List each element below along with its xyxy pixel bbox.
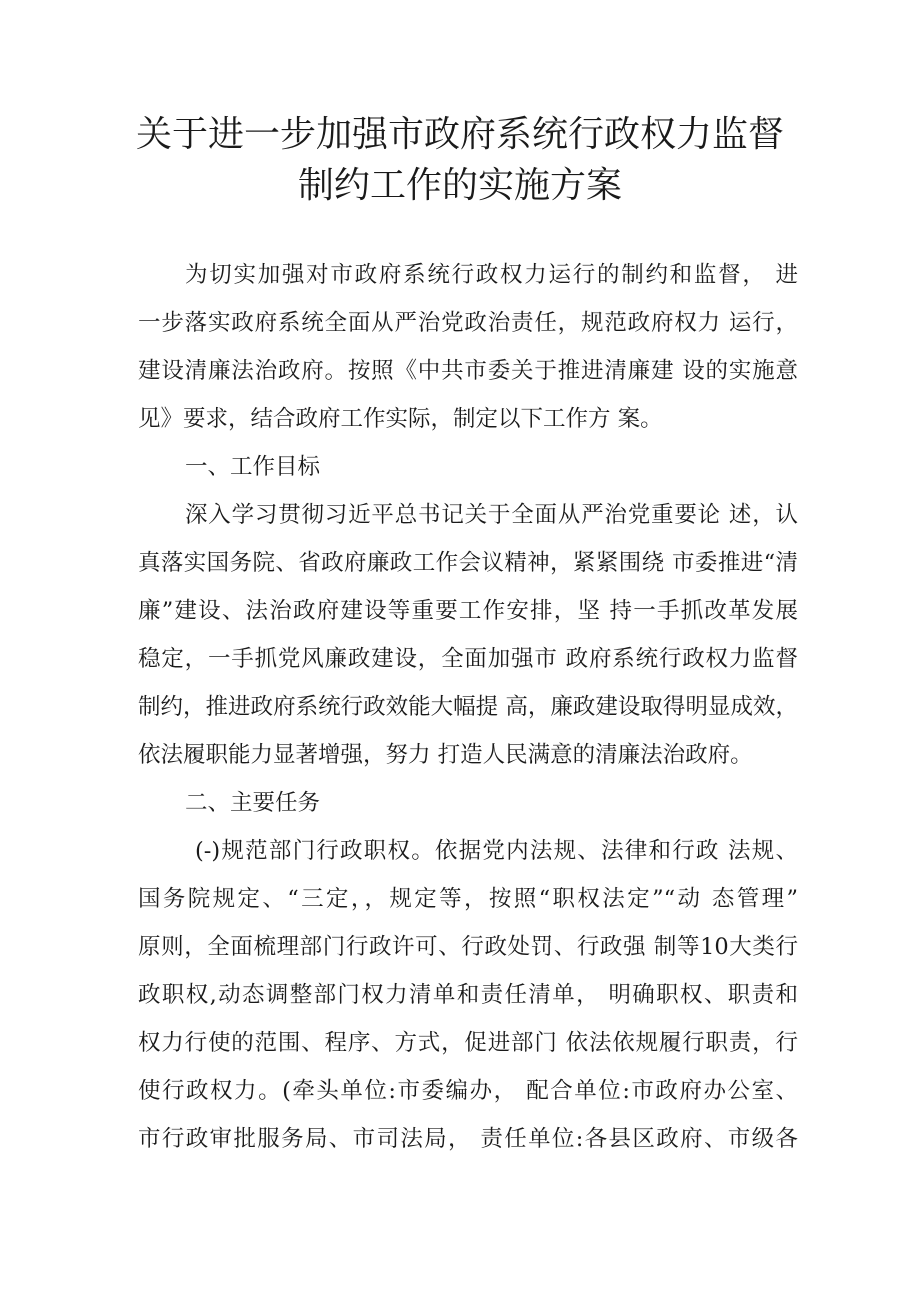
section-line: 制约，推进政府系统行政效能大幅提 高，廉政建设取得明显成效， — [138, 694, 798, 720]
document-title-line-1: 关于进一步加强市政府系统行政权力监督 — [135, 114, 784, 155]
section-heading-tasks: 二、主要任务 — [185, 790, 321, 816]
document-title-line-2: 制约工作的实施方案 — [297, 165, 622, 206]
section-heading-goals: 一、工作目标 — [185, 454, 321, 480]
section-line: 深入学习贯彻习近平总书记关于全面从严治党重要论 述，认 — [185, 502, 798, 528]
section-line: (-)规范部门行政职权。依据党内法规、法律和行政 法规、 — [195, 838, 798, 864]
section-line: 真落实国务院、省政府廉政工作会议精神，紧紧围绕 市委推进“清 — [138, 550, 798, 576]
section-line: 廉”建设、法治政府建设等重要工作安排，坚 持一手抓改革发展 — [138, 598, 798, 624]
section-line: 依法履职能力显著增强，努力 打造人民满意的清廉法治政府。 — [138, 742, 753, 768]
section-line: 原则，全面梳理部门行政许可、行政处罚、行政强 制等10大类行 — [138, 934, 798, 960]
intro-line: 为切实加强对市政府系统行政权力运行的制约和监督， 进 — [185, 262, 798, 288]
section-line: 市行政审批服务局、市司法局， 责任单位:各县区政府、市级各 — [138, 1126, 798, 1152]
section-line: 权力行使的范围、程序、方式，促进部门 依法依规履行职责，行 — [138, 1030, 798, 1056]
section-line: 政职权,动态调整部门权力清单和责任清单， 明确职权、职责和 — [138, 982, 798, 1008]
intro-line: 见》要求，结合政府工作实际，制定以下工作方 案。 — [138, 406, 663, 432]
section-line: 稳定，一手抓党风廉政建设，全面加强市 政府系统行政权力监督 — [138, 646, 798, 672]
intro-line: 一步落实政府系统全面从严治党政治责任，规范政府权力 运行， — [138, 310, 798, 336]
section-line: 国务院规定、“三定，，规定等，按照“职权法定”“动 态管理” — [138, 886, 798, 912]
section-line: 使行政权力。(牵头单位:市委编办， 配合单位:市政府办公室、 — [138, 1078, 798, 1104]
intro-line: 建设清廉法治政府。按照《中共市委关于推进清廉建 设的实施意 — [138, 358, 798, 384]
